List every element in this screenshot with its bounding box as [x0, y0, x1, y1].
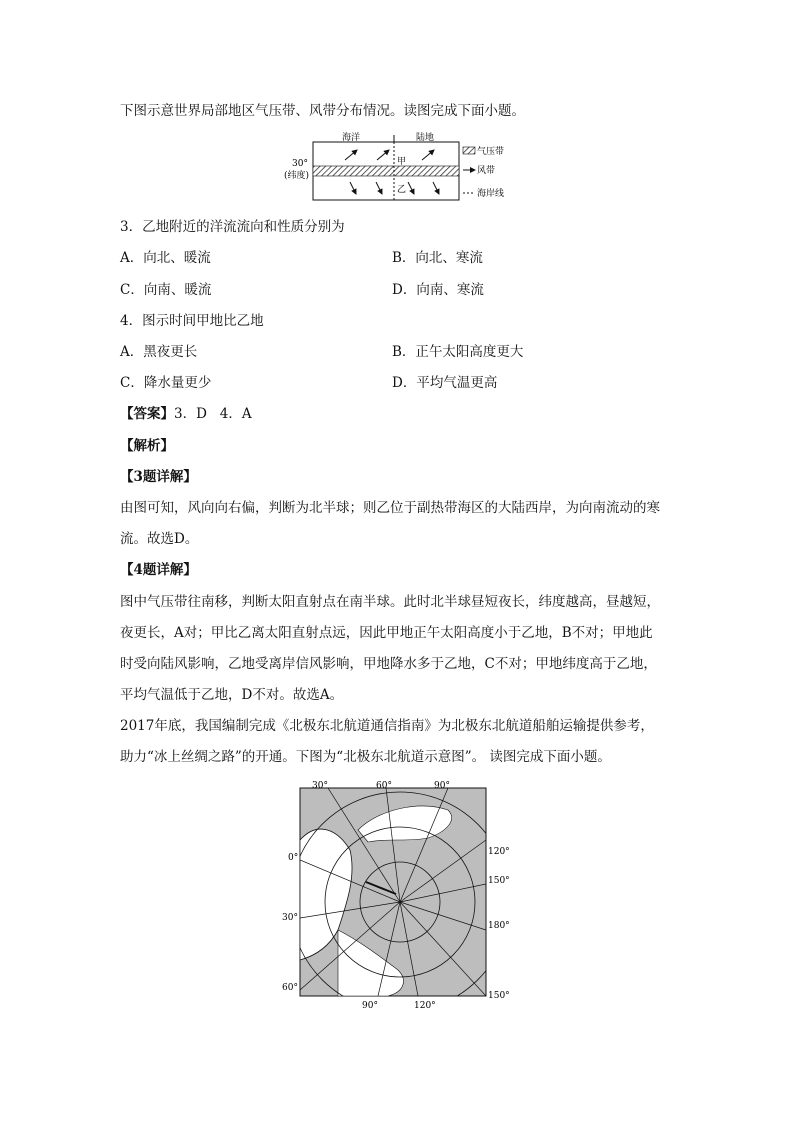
q3-option-d: D．向南、寒流: [392, 282, 484, 298]
pressure-wind-belt-figure: [280, 132, 520, 202]
analysis-label: 【解析】: [120, 438, 174, 454]
intro-text-1: 下图示意世界局部地区气压带、风带分布情况。读图完成下面小题。: [120, 103, 525, 119]
intro2-line-1: 2017年底，我国编制完成《北极东北航道通信指南》为北极东北航道船舶运输提供参考，: [120, 718, 654, 734]
map-left-0: 0°: [288, 853, 299, 863]
label-lat-unit: (纬度): [284, 171, 310, 181]
label-lat: 30°: [292, 159, 308, 169]
answer-text: 3．D 4．A: [174, 406, 252, 422]
q3-option-a: A．向北、暖流: [120, 250, 211, 266]
label-jia: 甲: [397, 157, 407, 167]
q3-option-b: B．向北、寒流: [392, 250, 483, 266]
label-ocean: 海洋: [342, 133, 361, 143]
q4-option-a: A．黑夜更长: [120, 344, 198, 360]
answer-row: [120, 405, 252, 423]
q4-option-b: B．正午太阳高度更大: [392, 344, 524, 360]
d3-line-2: 流。故选D。: [120, 531, 199, 547]
legend-wind: 风带: [477, 166, 496, 176]
map-right-150b: 150°: [488, 991, 510, 1001]
intro2-line-2: 助力“冰上丝绸之路”的开通。下图为“北极东北航道示意图”。 读图完成下面小题。: [120, 749, 611, 765]
map-top-90: 90°: [434, 781, 450, 791]
legend-pressure: 气压带: [477, 147, 505, 157]
map-top-60: 60°: [376, 781, 392, 791]
answer-label: 【答案】: [120, 406, 174, 422]
d4-line-4: 平均气温低于乙地，D不对。故选A。: [120, 687, 344, 703]
d4-title: 【4题详解】: [120, 562, 197, 578]
d3-line-1: 由图可知，风向向右偏，判断为北半球；则乙位于副热带海区的大陆西岸，为向南流动的寒: [120, 500, 660, 516]
map-right-120: 120°: [488, 847, 510, 857]
map-top-30: 30°: [312, 781, 328, 791]
map-bottom-120: 120°: [414, 1001, 436, 1010]
d4-line-1: 图中气压带往南移，判断太阳直射点在南半球。此时北半球昼短夜长，纬度越高，昼越短，: [120, 594, 660, 610]
q4-option-d: D．平均气温更高: [392, 375, 498, 391]
d4-line-2: 夜更长，A对；甲比乙离太阳直射点远，因此甲地正午太阳高度小于乙地，B不对；甲地此: [120, 625, 653, 641]
legend-coast: 海岸线: [477, 189, 505, 199]
q3-stem: 3．乙地附近的洋流流向和性质分别为: [120, 219, 345, 235]
d4-line-3: 时受向陆风影响，乙地受离岸信风影响，甲地降水多于乙地，C不对；甲地纬度高于乙地，: [120, 656, 657, 672]
label-land: 陆地: [416, 133, 435, 143]
d3-title: 【3题详解】: [120, 469, 197, 485]
q3-option-c: C．向南、暖流: [120, 282, 212, 298]
arctic-route-map: [278, 780, 518, 1010]
q4-option-c: C．降水量更少: [120, 375, 212, 391]
q4-stem: 4．图示时间甲地比乙地: [120, 313, 264, 329]
map-left-30: 30°: [282, 913, 298, 923]
map-right-150: 150°: [488, 876, 510, 886]
pressure-belt: [313, 166, 459, 176]
map-left-60: 60°: [282, 983, 298, 993]
map-right-180: 180°: [488, 921, 510, 931]
label-yi: 乙: [397, 185, 407, 195]
map-bottom-90: 90°: [362, 1001, 378, 1010]
